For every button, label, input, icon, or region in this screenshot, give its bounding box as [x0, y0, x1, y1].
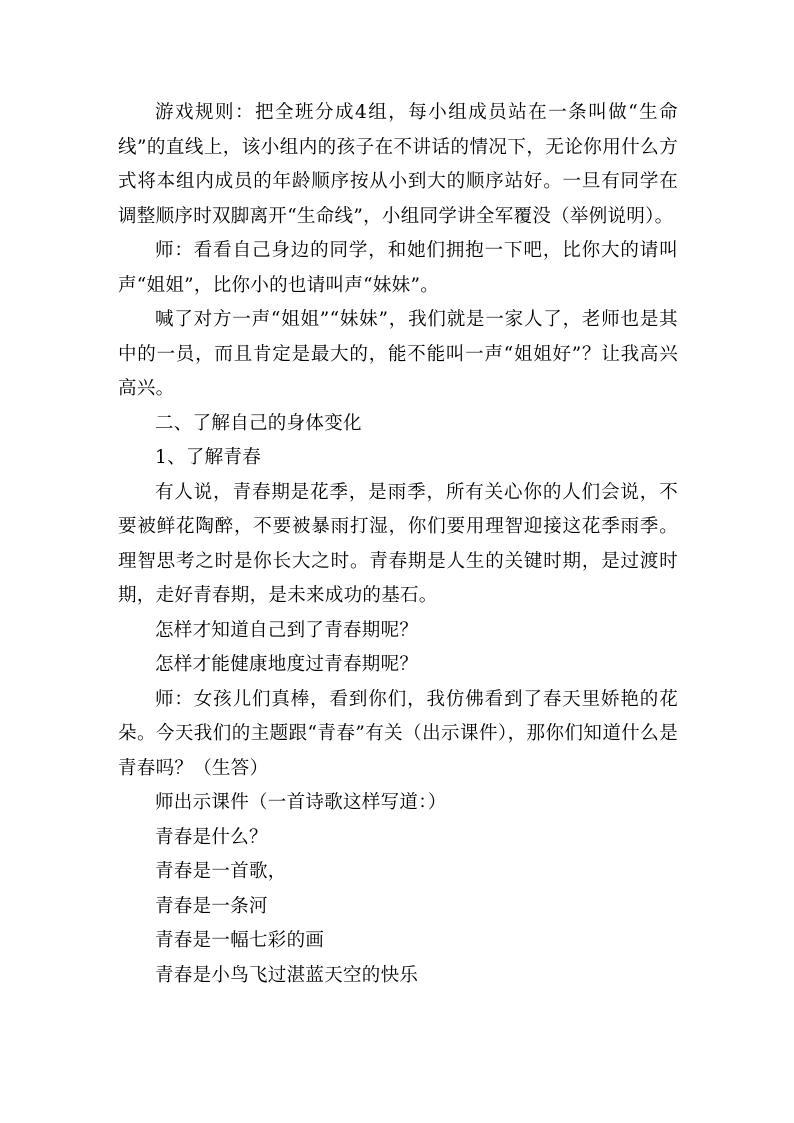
poem-line: 青春是一幅七彩的画 [155, 930, 325, 951]
paragraph-teacher-hug: 师：看看自己身边的同学，和她们拥抱一下吧，比你大的请叫声“姐姐”，比你小的也请叫声“妹妹”。 [118, 240, 678, 296]
subsection-heading: 1、了解青春 [155, 447, 262, 468]
poem-line: 青春是什么？ [155, 826, 268, 848]
question-line: 怎样才能健康地度过青春期呢？ [155, 654, 419, 675]
poem-line: 青春是小鸟飞过湛蓝天空的快乐 [155, 964, 419, 986]
paragraph-courseware: 师出示课件（一首诗歌这样写道：） [155, 792, 447, 813]
paragraph-adolescence: 有人说，青春期是花季，是雨季，所有关心你的人们会说，不要被鲜花陶醉，不要被暴雨打湿，你们要用理智迎接这花季雨季。理智思考之时是你长大之时。青春期是人生的关键时期，是过渡时期，走好青春期，是未来成功的基石。 [118, 481, 678, 606]
paragraph-game-rules: 游戏规则：把全班分成4组，每小组成员站在一条叫做“生命线”的直线上，该小组内的孩子在不讲话的情况下，无论你用什么方式将本组内成员的年龄顺序按从小到大的顺序站好。一旦有同学在调整顺序时双脚离开“生命线”，小组同学讲全军覆没（举例说明）。 [118, 102, 678, 227]
paragraph-family: 喊了对方一声“姐姐”“妹妹”，我们就是一家人了，老师也是其中的一员，而且肯定是最大的，能不能叫一声“姐姐好”？让我高兴高兴。 [118, 309, 678, 399]
document-page [118, 96, 678, 993]
poem-line: 青春是一条河 [155, 895, 268, 917]
section-heading: 二、了解自己的身体变化 [155, 412, 362, 434]
paragraph-teacher-theme: 师：女孩儿们真棒，看到你们，我仿佛看到了春天里娇艳的花朵。今天我们的主题跟“青春”有关（出示课件），那你们知道什么是青春吗？（生答） [118, 688, 678, 779]
question-line: 怎样才知道自己到了青春期呢？ [155, 619, 419, 641]
poem-line: 青春是一首歌， [155, 861, 287, 882]
